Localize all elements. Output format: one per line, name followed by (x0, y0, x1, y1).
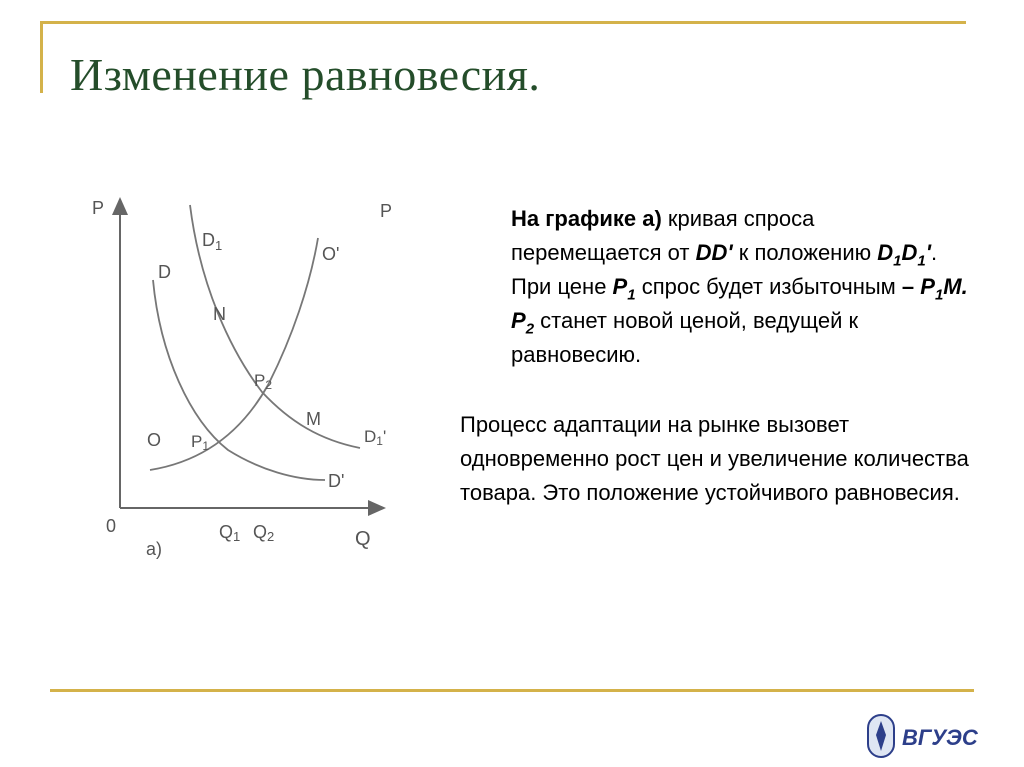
label-p-axis: P (92, 198, 105, 218)
label-d: D (158, 262, 171, 282)
slide-title: Изменение равновесия. (70, 49, 541, 100)
label-p1: P1 (191, 432, 210, 453)
label-d1-prime: D1' (364, 427, 387, 448)
explanation-paragraph-1: На графике а) кривая спроса перемещается от DD' к положению $D_1D_1'$. При цене $P_1$ спрос будет избыточным – $P_1M$. $P_2$ станет новой ценой, ведущей к равновесию. (511, 206, 968, 367)
label-d-prime: D' (328, 471, 345, 491)
lead-text: На графике а) (511, 206, 662, 231)
label-p2: P2 (254, 371, 273, 392)
logo-text: ВГУЭС (902, 725, 978, 750)
label-m: M (306, 409, 321, 429)
label-q2: Q2 (253, 522, 275, 544)
label-n: N (213, 304, 226, 324)
label-d1: $D_1$ (202, 230, 223, 253)
explanation-paragraph-2: Процесс адаптации на рынке вызовет одновременно рост цен и увеличение количества товара. Это положение устойчивого равновесия. (460, 412, 969, 505)
label-o-prime: O' (322, 244, 340, 264)
label-q-axis: Q (355, 528, 371, 550)
supply-curve-o (150, 238, 318, 470)
label-o: O (147, 430, 162, 450)
label-q1: Q1 (219, 522, 241, 544)
diagram-caption: а) (146, 539, 163, 559)
label-origin: 0 (106, 516, 117, 536)
label-p-right: P (380, 201, 393, 221)
vguas-logo (866, 713, 996, 759)
